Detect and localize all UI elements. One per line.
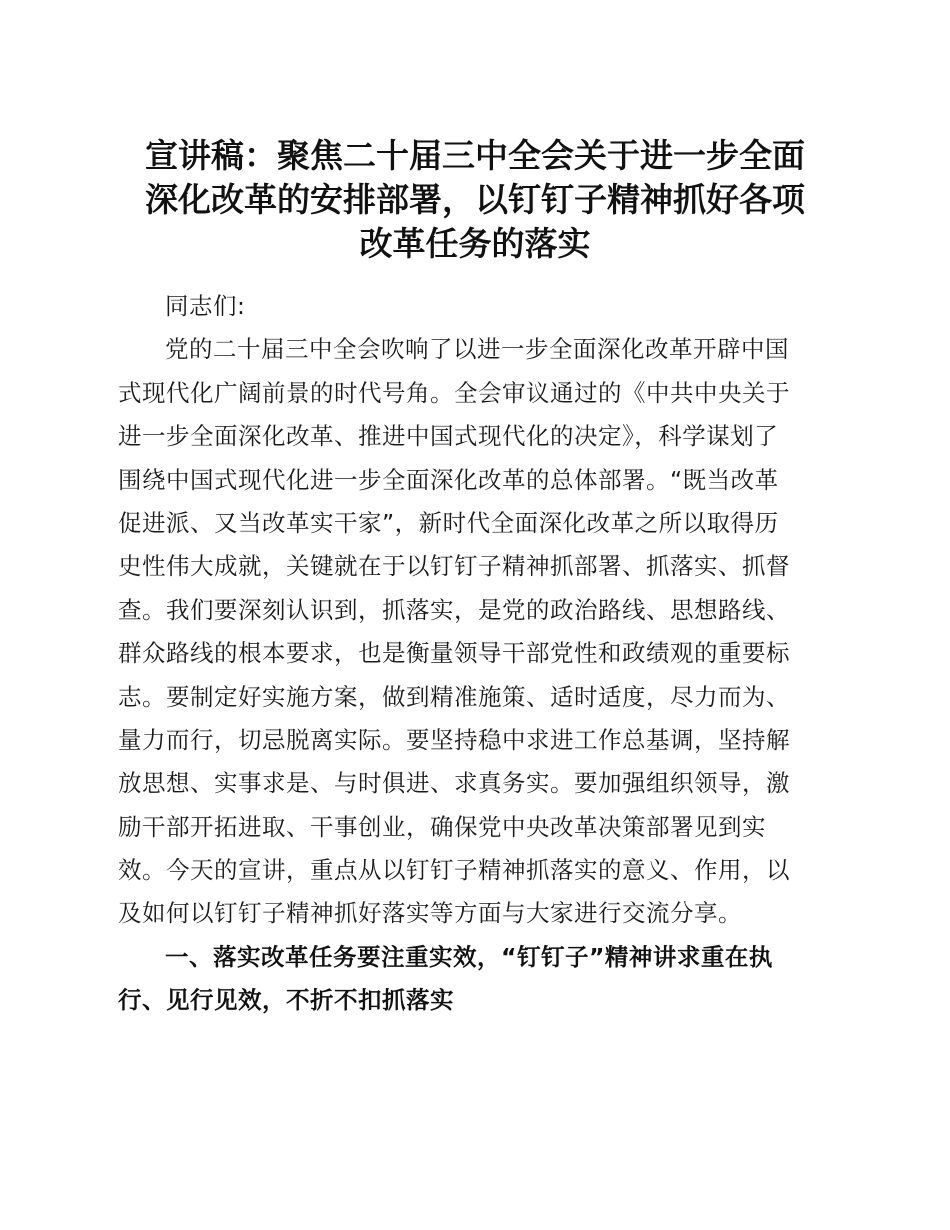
section-heading-line: 一、落实改革任务要注重实效，“钉钉子”精神讲求重在执: [165, 942, 773, 971]
paragraph-line: 群众路线的根本要求，也是衡量领导干部党性和政绩观的重要标: [118, 639, 790, 668]
paragraph-line: 式现代化广阔前景的时代号角。全会审议通过的《中共中央关于: [118, 378, 790, 407]
paragraph-line: 放思想、实事求是、与时俱进、求真务实。要加强组织领导，激: [118, 769, 790, 798]
paragraph-line: 促进派、又当改革实干家”，新时代全面深化改革之所以取得历: [118, 508, 779, 537]
paragraph-line: 量力而行，切忌脱离实际。要坚持稳中求进工作总基调，坚持解: [118, 725, 790, 754]
paragraph-line: 进一步全面深化改革、推进中国式现代化的决定》，科学谋划了: [118, 422, 779, 451]
paragraph-line: 查。我们要深刻认识到，抓落实，是党的政治路线、思想路线、: [118, 595, 790, 624]
document-body: [118, 285, 818, 1023]
intro-paragraph: [118, 328, 818, 935]
paragraph-line: 志。要制定好实施方案，做到精准施策、适时适度，尽力而为、: [118, 682, 790, 711]
paragraph-line: 及如何以钉钉子精神抓好落实等方面与大家进行交流分享。: [118, 899, 742, 928]
paragraph-line: 党的二十届三中全会吹响了以进一步全面深化改革开辟中国: [165, 335, 789, 364]
title-line: 宣讲稿：聚焦二十届三中全会关于进一步全面: [145, 136, 805, 175]
paragraph-line: 围绕中国式现代化进一步全面深化改革的总体部署。“既当改革: [118, 465, 779, 494]
section-heading: [118, 936, 818, 1023]
salutation: 同志们:: [165, 292, 246, 320]
paragraph-line: 励干部开拓进取、干事创业，确保党中央改革决策部署见到实: [118, 812, 766, 841]
section-heading-line: 行、见行见效，不折不扣抓落实: [118, 986, 454, 1015]
title-line: 深化改革的安排部署，以钉钉子精神抓好各项: [145, 180, 805, 219]
title-line: 改革任务的落实: [359, 224, 591, 263]
document-title: [110, 134, 840, 266]
paragraph-line: 史性伟大成就，关键就在于以钉钉子精神抓部署、抓落实、抓督: [118, 552, 790, 581]
paragraph-line: 效。今天的宣讲，重点从以钉钉子精神抓落实的意义、作用，以: [118, 856, 790, 885]
